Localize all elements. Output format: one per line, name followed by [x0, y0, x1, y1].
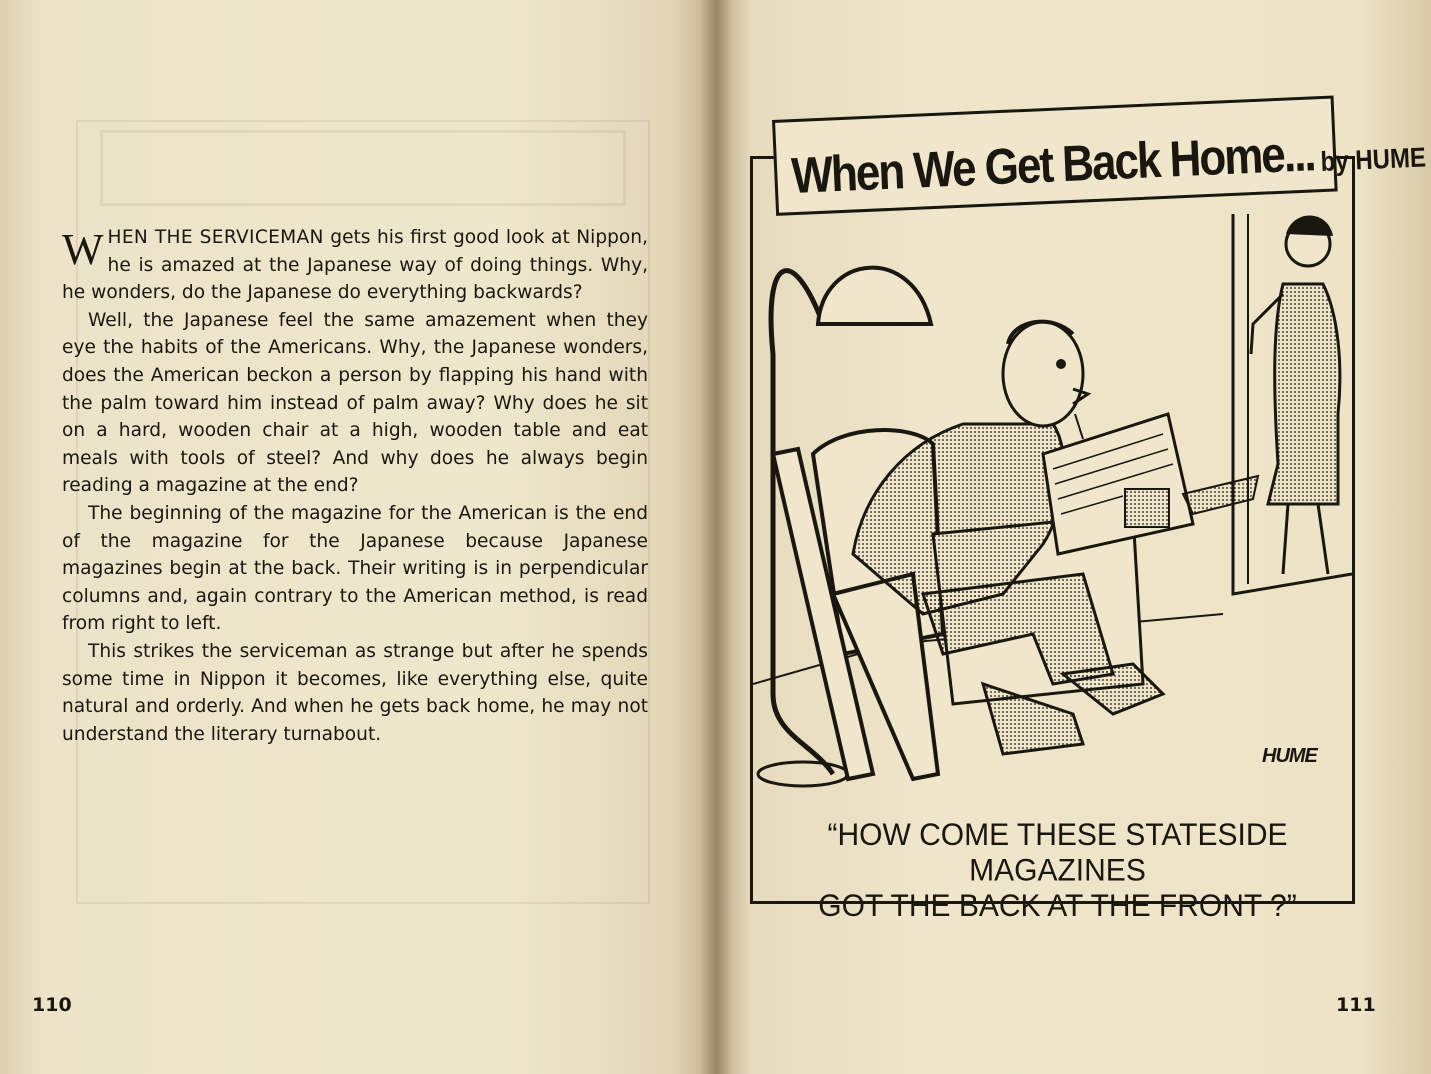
page-number-right: 111 [1336, 994, 1376, 1016]
paragraph-2: Well, the Japanese feel the same amazement when they eye the habits of the Americans. Why, the Japanese wonders, does the American beckon a person by flapping his hand with the palm toward him instead of palm away? Why does he sit on a hard, wooden chair at a high, wooden table and eat meals with tools of steel? And why does he always begin reading a magazine at the end? [62, 309, 648, 497]
magazine [1043, 414, 1258, 554]
article-text [62, 224, 648, 748]
paragraph-1-text: gets his first good look at Nippon, he is amazed at the Japanese way of doing things. Why, he wonders, do the Japanese do everything backwards? [62, 227, 648, 304]
lead-in-caps: HEN THE SERVICEMAN [107, 227, 324, 248]
cartoon-illustration [753, 214, 1352, 814]
show-through-title [100, 130, 626, 206]
drop-cap: W [62, 225, 104, 274]
artist-signature: HUME [1262, 745, 1317, 767]
paragraph-1 [62, 224, 648, 307]
cartoon-caption [770, 817, 1345, 924]
caption-line-2: GOT THE BACK AT THE FRONT ?” [818, 888, 1297, 924]
cartoon-byline: by HUME [1320, 142, 1427, 178]
paragraph-4: This strikes the serviceman as strange but after he spends some time in Nippon it becomes, like everything else, quite natural and orderly. And when he gets back home, he may not understand the literary turnabout. [62, 640, 648, 745]
caption-line-1: “HOW COME THESE STATESIDE MAGAZINES [827, 817, 1288, 888]
page-number-left: 110 [32, 994, 72, 1016]
woman-figure [1251, 215, 1340, 574]
cartoon-title: When We Get Back Home... [790, 125, 1316, 205]
paragraph-3: The beginning of the magazine for the American is the end of the magazine for the Japanese because Japanese magazines begin at the back. Their writing is in perpendicular columns and, again contrary to the American method, is read from right to left. [62, 502, 648, 635]
book-gutter [700, 0, 732, 1074]
